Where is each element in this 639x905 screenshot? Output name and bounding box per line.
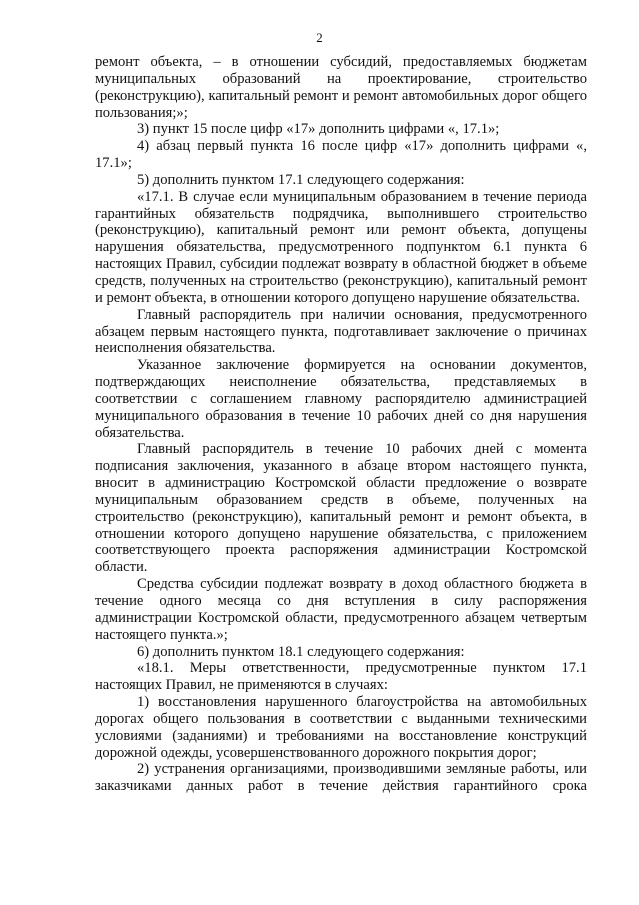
paragraph-18-1: «18.1. Меры ответственности, предусмотренные пунктом 17.1 настоящих Правил, не применяются в случаях: <box>95 660 587 694</box>
paragraph-main-administrator: Главный распорядитель при наличии основания, предусмотренного абзацем первым настоящего пункта, подготавливает заключение о причинах неисполнения обязательства. <box>95 306 587 357</box>
paragraph-item-5: 5) дополнить пунктом 17.1 следующего содержания: <box>137 171 465 188</box>
paragraph-return-proposal: Главный распорядитель в течение 10 рабочих дней с момента подписания заключения, указанного в абзаце втором настоящего пункта, вносит в администрацию Костромской области предложение о возврате муниципальным образованием средств в объеме, полученных на строительство (реконструкцию), капитальный ремонт и ремонт объекта, в отношении которого допущено нарушение обязательства, с приложением соответствующего проекта распоряжения администрации Костромской области. <box>95 441 587 576</box>
paragraph-case-2: 2) устранения организациями, производившими земляные работы, или заказчиками данных работ в течение действия гарантийного срока <box>95 761 587 795</box>
paragraph-subsidy-return: Средства субсидии подлежат возврату в доход областного бюджета в течение одного месяца со дня вступления в силу распоряжения администрации Костромской области, предусмотренного абзацем четвертым настоящего пункта.»; <box>95 576 587 643</box>
page-number: 2 <box>316 30 323 45</box>
paragraph-conclusion: Указанное заключение формируется на основании документов, подтверждающих неисполнение обязательства, представляемых в соответствии с соглашением главному распорядителю администрацией муниципального образования в течение 10 рабочих дней со дня нарушения обязательства. <box>95 357 587 441</box>
paragraph-continuation: ремонт объекта, – в отношении субсидий, предоставляемых бюджетам муниципальных образований на проектирование, строительство (реконструкцию), капитальный ремонт и ремонт автомобильных дорог общего пользования;»; <box>95 54 587 121</box>
paragraph-case-1: 1) восстановления нарушенного благоустройства на автомобильных дорогах общего пользования в соответствии с выданными техническими условиями (заданиями) и требованиями на восстановление конструкций дорожной одежды, усовершенствованного дорожного покрытия дорог; <box>95 694 587 761</box>
paragraph-17-1: «17.1. В случае если муниципальным образованием в течение периода гарантийных обязательств подрядчика, выполнившего строительство (реконструкцию), капитальный ремонт или ремонт объекта, допущены нарушения обязательства, предусмотренного подпунктом 6.1 пункта 6 настоящих Правил, субсидии подлежат возврату в областной бюджет в объеме средств, полученных на строительство (реконструкцию), капитальный ремонт и ремонт объекта, в отношении которого допущено нарушение обязательства. <box>95 188 587 306</box>
document-page <box>95 30 587 795</box>
paragraph-item-3: 3) пункт 15 после цифр «17» дополнить цифрами «, 17.1»; <box>137 121 500 138</box>
paragraph-item-4: 4) абзац первый пункта 16 после цифр «17» дополнить цифрами «, 17.1»; <box>95 138 587 172</box>
paragraph-item-6: 6) дополнить пунктом 18.1 следующего содержания: <box>137 643 465 660</box>
